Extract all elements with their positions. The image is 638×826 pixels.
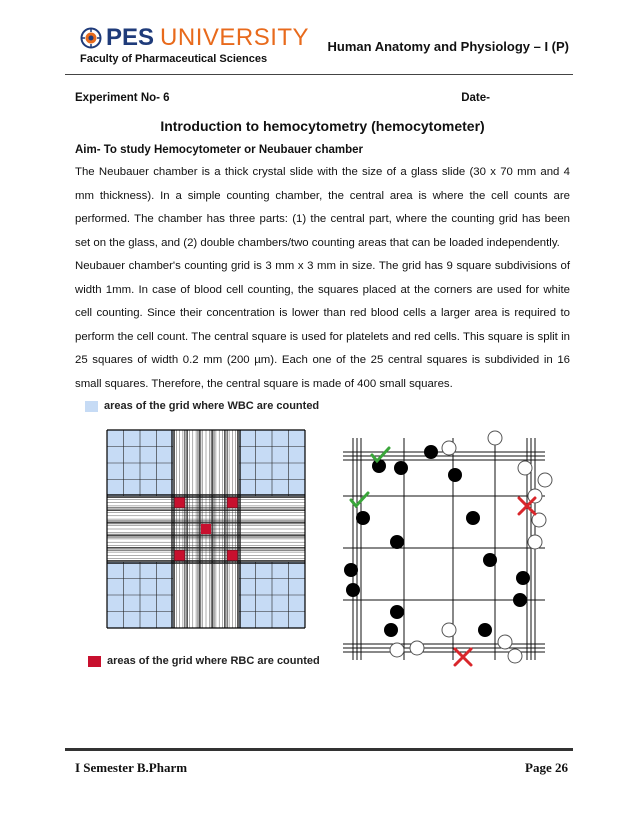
experiment-number: Experiment No- 6 [75,92,170,104]
black-cell [516,571,530,585]
white-cell [488,431,502,445]
black-cell [344,563,358,577]
hemocytometer-figure [85,395,575,685]
paragraph-grid: Neubauer chamber's counting grid is 3 mm x 3 mm in size. The grid has 9 square subdivisions of width 1mm. In case of blood cell counting, the squares placed at the corners are used for white cell counting. Since their concentration is lower than red blood cells a larger area is required to perform the cell count. The central square is used for platelets and red cells. This square is split in 25 squares of width 0.2 mm (200 µm). Each one of the 25 central squares is subdivided in 16 small squares. Therefore, the central square is made of 400 small squares. [75,260,570,390]
legend-rbc-label: areas of the grid where RBC are counted [107,655,320,667]
neubauer-grid-diagram [105,428,315,643]
black-cell [372,459,386,473]
black-cell [390,605,404,619]
legend-wbc-label: areas of the grid where WBC are counted [104,400,320,412]
brand-name-thin: UNIVERSITY [160,24,310,51]
check-icon [372,448,389,461]
white-cell [538,473,552,487]
wbc-swatch [85,401,98,412]
black-cell [394,461,408,475]
black-cell [346,583,360,597]
black-cell [483,553,497,567]
pes-emblem-icon [80,27,102,49]
page-number: Page 26 [525,760,568,775]
black-cell [356,511,370,525]
legend-rbc [88,655,320,667]
aim-heading: Aim- To study Hemocytometer or Neubauer chamber [75,144,363,156]
rbc-square [175,498,185,508]
white-cell [410,641,424,655]
black-cell [384,623,398,637]
white-cell [518,461,532,475]
black-cell [424,445,438,459]
black-cell [390,535,404,549]
course-title: Human Anatomy and Physiology – I (P) [327,39,569,54]
cross-icon [455,649,471,665]
white-cell [528,535,542,549]
white-cell [442,623,456,637]
rbc-square [227,550,237,560]
white-cell [390,643,404,657]
rbc-square [201,524,211,534]
black-cell [448,468,462,482]
page-header [0,0,638,78]
date-label: Date- [461,92,490,104]
black-cell [513,593,527,607]
black-cell [478,623,492,637]
cell-counting-diagram [335,430,565,675]
brand-name-bold: PES [106,24,155,51]
page-title: Introduction to hemocytometry (hemocytometer) [160,118,485,134]
black-cell [466,511,480,525]
white-cell [442,441,456,455]
footer-rule [65,748,573,751]
university-logo [80,24,309,52]
paragraph-chamber: The Neubauer chamber is a thick crystal slide with the size of a glass slide (30 x 70 mm and 4 mm thickness). In a simple counting chamber, the central area is where the cell counts are performed. The chamber has three parts: (1) the central part, where the counting grid has been set on the glass, and (2) double chambers/two counting areas that can be loaded independently. [75,166,570,249]
header-rule [65,74,573,75]
faculty-name: Faculty of Pharmaceutical Sciences [80,53,268,65]
main-content [75,92,570,396]
experiment-row [75,92,570,104]
white-cell [508,649,522,663]
legend-wbc [85,400,319,412]
rbc-square [227,498,237,508]
footer-semester: I Semester B.Pharm [75,760,188,775]
check-icon [351,493,368,506]
rbc-swatch [88,656,101,667]
rbc-square [175,550,185,560]
white-cell [498,635,512,649]
